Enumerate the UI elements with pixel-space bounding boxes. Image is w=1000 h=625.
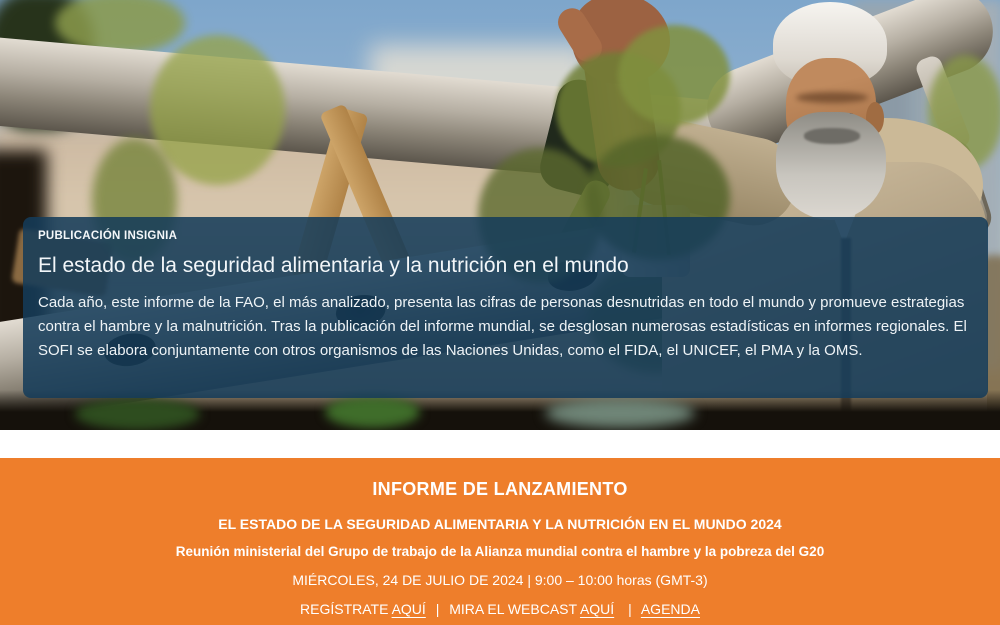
foliage-blob [325, 396, 420, 428]
publication-eyebrow-label: PUBLICACIÓN INSIGNIA [38, 230, 178, 242]
publication-overlay-card [23, 217, 988, 398]
seedling-foliage [618, 25, 730, 125]
links-separator: | [435, 601, 440, 617]
links-separator: | [628, 601, 632, 617]
agenda-link[interactable]: AGENDA [640, 601, 700, 617]
banner-datetime: MIÉRCOLES, 24 DE JULIO DE 2024 | 9:00 – 10:00 horas (GMT-3) [292, 572, 708, 588]
banner-report-title: EL ESTADO DE LA SEGURIDAD ALIMENTARIA Y LA NUTRICIÓN EN EL MUNDO 2024 [218, 516, 782, 532]
pipe-blur-blob [545, 398, 695, 428]
webcast-prefix-text: MIRA EL WEBCAST [449, 601, 577, 617]
register-prefix-text: REGÍSTRATE [300, 601, 389, 617]
publication-title: El estado de la seguridad alimentaria y la nutrición en el mundo [38, 254, 629, 277]
white-divider [0, 430, 1000, 458]
publication-description: Cada año, este informe de la FAO, el más analizado, presenta las cifras de personas desnutridas en todo el mundo y promueve estrategias contra el hambre y la malnutrición. Tras la publicación del informe mundial, se desglosan numerosas estadísticas en informes regionales. El SOFI se elabora conjuntamente con otros organismos de las Naciones Unidas, como el FIDA, el UNICEF, el PMA y la OMS. [38, 294, 967, 359]
banner-event-name: Reunión ministerial del Grupo de trabajo de la Alianza mundial contra el hambre y la pobreza del G20 [175, 544, 825, 559]
man-brow [796, 92, 868, 103]
launch-event-banner [0, 458, 1000, 625]
banner-heading: INFORME DE LANZAMIENTO [372, 479, 628, 499]
webcast-link[interactable]: AQUÍ [579, 601, 615, 617]
banner-links-row [0, 601, 1000, 617]
foliage-blob [75, 398, 200, 430]
foliage-blob [150, 35, 285, 185]
register-link[interactable]: AQUÍ [391, 601, 426, 617]
man-moustache [804, 128, 860, 144]
